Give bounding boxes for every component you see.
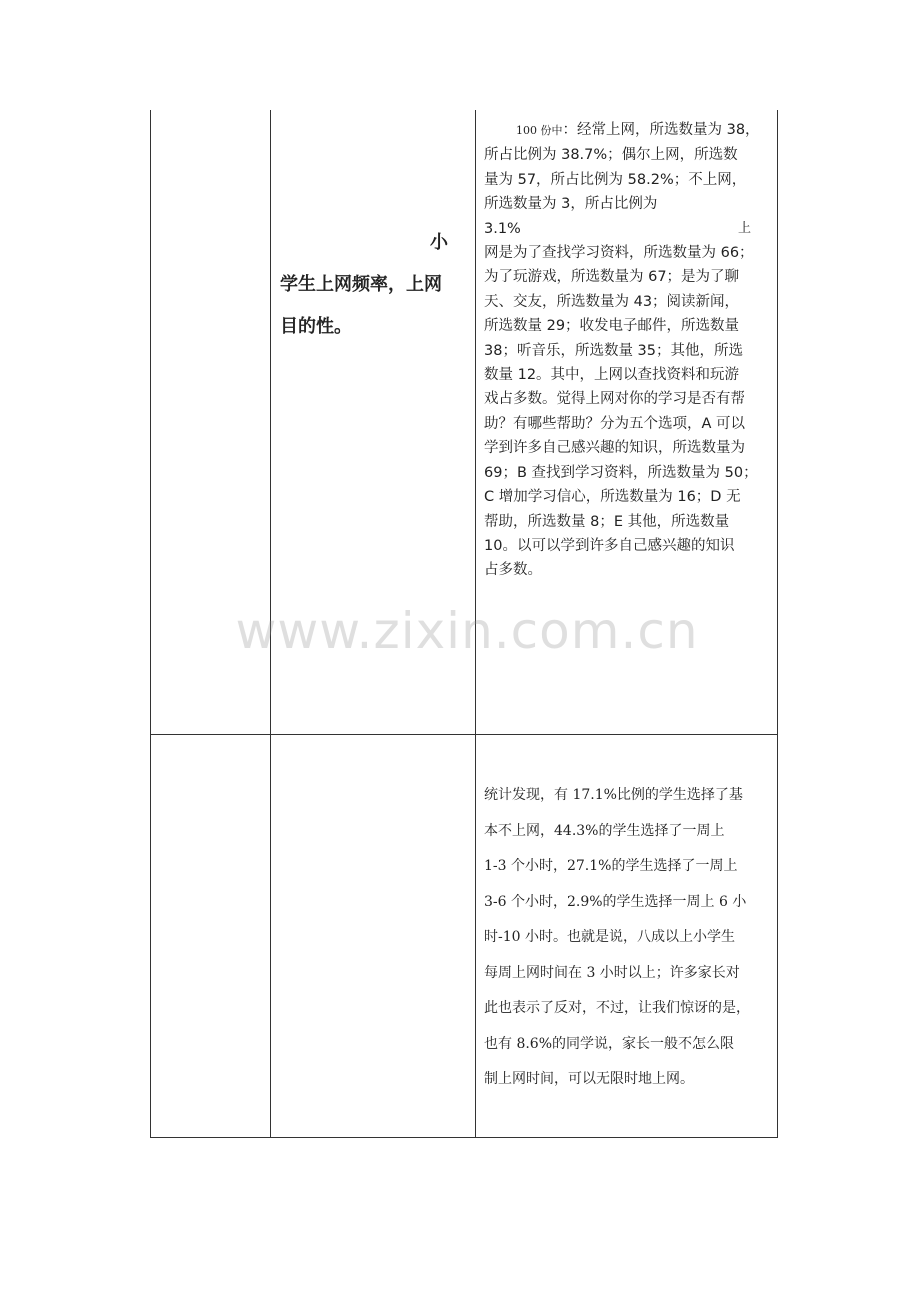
result-line: 69；B 查找到学习资料，所选数量为 50； <box>484 464 758 481</box>
result-line: 所占比例为 38.7%；偶尔上网，所选数 <box>484 147 738 164</box>
row1-topic-cell <box>280 222 470 348</box>
finding-line: 每周上网时间在 3 小时以上；许多家长对 <box>484 964 740 981</box>
result-line: 38；听音乐，所选数量 35；其他，所选 <box>484 342 744 359</box>
result-line: 戏占多数。觉得上网对你的学习是否有帮 <box>484 391 745 408</box>
result-line: 100 份中：经常上网，所选数量为 38， <box>516 122 760 138</box>
result-line: 帮助，所选数量 8；E 其他，所选数量 <box>484 513 730 530</box>
result-line: C 增加学习信心，所选数量为 16；D 无 <box>484 489 741 506</box>
result-line: 学到许多自己感兴趣的知识，所选数量为 <box>484 440 745 457</box>
finding-line: 1-3 个小时，27.1%的学生选择了一周上 <box>484 858 738 874</box>
result-line: 所选数量 29；收发电子邮件，所选数量 <box>484 318 740 335</box>
result-line: 所选数量为 3，所占比例为 <box>484 196 658 213</box>
result-line: 量为 57，所占比例为 58.2%；不上网， <box>484 171 747 188</box>
finding-line: 统计发现，有 17.1%比例的学生选择了基 <box>484 787 743 803</box>
watermark: www.zixin.com.cn <box>235 602 699 660</box>
result-line: 网是为了查找学习资料，所选数量为 66； <box>484 245 754 262</box>
finding-line: 本不上网，44.3%的学生选择了一周上 <box>484 822 725 839</box>
finding-line: 时-10 小时。也就是说，八成以上小学生 <box>484 929 735 945</box>
finding-line: 此也表示了反对，不过，让我们惊讶的是， <box>484 1000 750 1016</box>
row2-result-cell <box>484 778 776 1098</box>
result-line: 3.1% 上 <box>484 220 752 237</box>
row1-result-cell <box>484 118 774 583</box>
topic-line: 学生上网频率，上网 <box>280 274 442 295</box>
result-line: 10。以可以学到许多自己感兴趣的知识 <box>484 537 735 554</box>
table-right-border <box>777 110 778 1138</box>
table-bottom-border <box>150 1137 778 1138</box>
result-line: 天、交友，所选数量为 43；阅读新闻， <box>484 293 740 310</box>
topic-line: 小 <box>430 232 448 253</box>
topic-line: 目的性。 <box>280 316 352 337</box>
finding-line: 也有 8.6%的同学说，家长一般不怎么限 <box>484 1035 735 1052</box>
finding-line: 3-6 个小时，2.9%的学生选择一周上 6 小 <box>484 893 747 910</box>
table-left-border <box>150 110 151 1138</box>
row-divider <box>150 734 778 735</box>
result-line: 数量 12。其中，上网以查找资料和玩游 <box>484 367 740 384</box>
result-line: 为了玩游戏，所选数量为 67；是为了聊 <box>484 269 740 286</box>
sample-size-label: 100 份中 <box>516 124 563 137</box>
result-line: 助？有哪些帮助？分为五个选项，A 可以 <box>484 415 746 432</box>
finding-line: 制上网时间，可以无限时地上网。 <box>484 1071 694 1087</box>
result-line: 占多数。 <box>484 562 542 579</box>
